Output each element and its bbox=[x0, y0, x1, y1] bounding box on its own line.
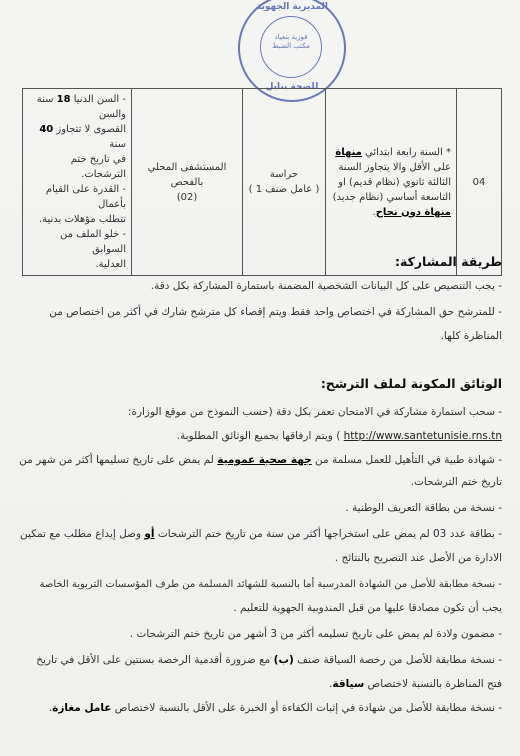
stamp-center-text: فوزية بنعياد مكتب الضبط bbox=[272, 33, 310, 50]
document-text: - نسخة مطابقة للأصل من رخصة السياقة صنف bbox=[293, 654, 502, 666]
qualification-line: الثالثة ثانوي (نظام قديم) او bbox=[338, 176, 451, 188]
document-bold: جهة صحية عمومية bbox=[217, 454, 312, 466]
document-item bbox=[18, 700, 502, 717]
document-item: يجب أن تكون مصادقا عليها من قبل المندوبية الجهوية للتعليم . bbox=[233, 602, 502, 614]
document-text: . bbox=[329, 678, 333, 690]
document-item bbox=[18, 526, 502, 543]
document-text: ) ويتم ارفاقها بجميع الوثائق المطلوبة. bbox=[176, 430, 341, 442]
document-item bbox=[18, 452, 502, 469]
specialty-name: حراسة bbox=[269, 169, 299, 180]
condition-bold: 40 bbox=[39, 124, 54, 135]
workplace-count: (02) bbox=[176, 191, 198, 203]
specialty-cell bbox=[243, 89, 326, 276]
document-bold: عامل مغازة bbox=[52, 702, 112, 714]
specialty-grade: ( عامل صنف 1 ) bbox=[248, 184, 320, 195]
qualification-line: التاسعة أساسي (نظام جديد) bbox=[332, 191, 451, 203]
stamp-inner-circle bbox=[260, 16, 322, 78]
document-text: . bbox=[48, 702, 53, 714]
document-text: - بطاقة عدد 03 لم يمض على استخراجها أكثر من سنة من تاريخ ختم الترشحات bbox=[154, 528, 502, 540]
participation-paragraph: - للمترشح حق المشاركة في اختصاص واحد فقط ويتم إقصاء كل مترشح شارك في أكثر من اختصاص من bbox=[49, 306, 502, 318]
workplace-line: بالفحص bbox=[170, 176, 204, 188]
qualification-end: . bbox=[372, 206, 376, 218]
documents-heading: الوثائق المكونة لملف الترشح: bbox=[320, 376, 502, 391]
participation-heading: طريقة المشاركة: bbox=[395, 254, 502, 269]
document-item bbox=[18, 676, 502, 693]
document-item: - سحب استمارة مشاركة في الامتحان تعمر بكل دقة (حسب النموذج من موقع الوزارة: bbox=[127, 406, 502, 418]
participation-paragraph: المناظرة كلها. bbox=[440, 330, 502, 342]
document-item: تاريخ ختم الترشحات. bbox=[410, 476, 502, 488]
participation-paragraph: - يجب التنصيص على كل البيانات الشخصية المضمنة باستمارة المشاركة بكل دقة. bbox=[150, 280, 502, 292]
official-stamp bbox=[238, 0, 346, 102]
document-text: فتح المناظرة بالنسبة لاختصاص bbox=[364, 678, 502, 690]
condition-text: - خلو الملف من السوابق bbox=[59, 229, 126, 255]
document-text: مع ضرورة أقدمية الرخصة بسنتين على الأقل في تاريخ bbox=[36, 654, 274, 666]
workplace-cell bbox=[132, 89, 243, 276]
document-text: - شهادة طبية في التأهيل للعمل مسلمة من bbox=[311, 454, 502, 466]
condition-text: - القدرة على القيام بأعمال bbox=[45, 184, 126, 210]
condition-bold: 18 bbox=[56, 94, 71, 105]
document-item: الادارة من الأصل عند التصريح بالنتائج . bbox=[334, 552, 502, 564]
document-text: - نسخة مطابقة للأصل من شهادة في إثبات الكفاءة أو الخبرة على الأقل بالنسبة لاختصاص bbox=[111, 702, 502, 714]
workplace-line: المستشفى المحلي bbox=[147, 161, 227, 173]
document-item bbox=[18, 428, 502, 445]
condition-text: سنة bbox=[109, 139, 126, 150]
qualification-bold: منهاة bbox=[335, 146, 362, 158]
document-item: - مضمون ولادة لم يمض على تاريخ تسليمه أكثر من 3 أشهر من تاريخ ختم الترشحات . bbox=[129, 628, 502, 640]
condition-text: في تاريخ ختم الترشحات. bbox=[70, 154, 126, 180]
condition-text: - السن الدنيا bbox=[70, 94, 126, 105]
qualification-bold: منهاة دون نجاح bbox=[375, 206, 451, 218]
document-item: - نسخة من بطاقة التعريف الوطنية . bbox=[345, 502, 502, 514]
table-row bbox=[23, 89, 502, 276]
ministry-link[interactable]: http://www.santetunisie.rns.tn bbox=[343, 430, 502, 442]
qualification-cell bbox=[326, 89, 457, 276]
qualification-line: * السنة رابعة ابتدائي bbox=[361, 146, 451, 158]
conditions-cell bbox=[23, 89, 132, 276]
document-text: وصل إيداع مطلب مع تمكين bbox=[20, 528, 145, 540]
document-bold: (ب) bbox=[273, 654, 294, 666]
row-number: 04 bbox=[457, 89, 502, 276]
condition-text: تتطلب مؤهلات بدنية. bbox=[38, 214, 126, 225]
document-bold: أو bbox=[144, 528, 155, 540]
stamp-bottom-text: للصحة بنابل bbox=[265, 82, 319, 92]
condition-text: سنة والسن bbox=[36, 94, 126, 120]
document-bold: سياقة bbox=[332, 678, 365, 690]
stamp-top-text: المديرية الجهوية bbox=[255, 2, 329, 12]
document-item bbox=[18, 652, 502, 669]
document-item: - نسخة مطابقة للأصل من الشهادة المدرسية أما بالنسبة للشهائد المسلمة من طرف المؤسسات التربوية الخاصة bbox=[39, 579, 502, 590]
condition-text: القصوى لا تتجاوز bbox=[53, 124, 126, 135]
positions-table bbox=[22, 88, 502, 276]
qualification-line: على الأقل والا يتجاوز السنة bbox=[338, 161, 451, 173]
document-text: لم يمض على تاريخ تسليمها أكثر من شهر من bbox=[19, 454, 218, 466]
condition-text: العدلية. bbox=[95, 259, 126, 270]
